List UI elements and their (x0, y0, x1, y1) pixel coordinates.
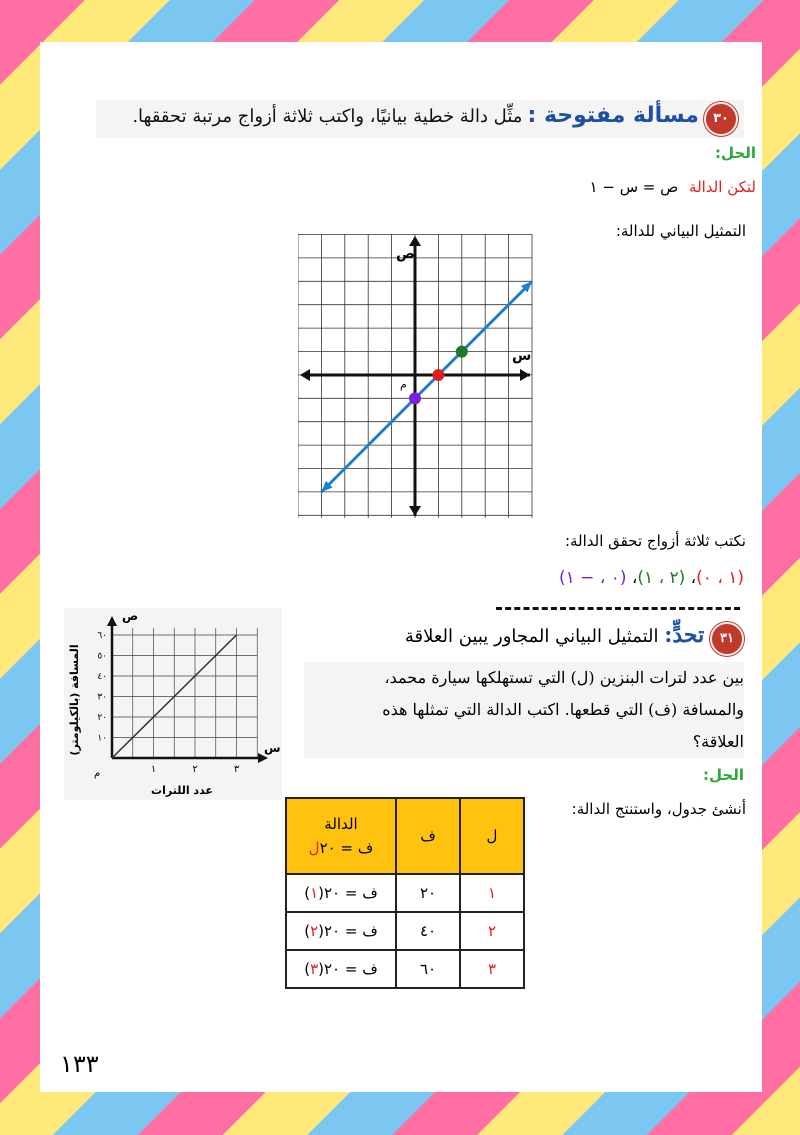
table-row (286, 912, 524, 950)
problem31-line4: العلاقة؟ (692, 732, 744, 751)
x-axis-arrow-left (300, 369, 310, 381)
graph-caption: التمثيل البياني للدالة: (615, 222, 746, 240)
graph-axes (300, 236, 530, 516)
problem30-solution-label: الحل: (715, 144, 756, 162)
problem30-number-badge: ٣٠ (704, 102, 738, 136)
row-func-prefix: ف = ٢٠( (318, 884, 378, 902)
row-func-suffix: ) (304, 922, 311, 940)
y-axis-arrow-down (409, 506, 421, 516)
row-func-suffix: ) (304, 884, 311, 902)
problem31-line1: التمثيل البياني المجاور يبين العلاقة (404, 626, 659, 647)
function-table (285, 797, 525, 989)
row-l: ١ (460, 874, 524, 912)
y-axis-arrow-up (409, 236, 421, 246)
problem31-solution-label: الحل: (703, 766, 744, 784)
problem31-line2: بين عدد لترات البنزين (ل) التي تستهلكها سيارة محمد، (384, 668, 744, 687)
let-label: لتكن الدالة (689, 178, 756, 196)
small-y-tick-label: ١٠ (97, 733, 107, 744)
header-f: ف (396, 798, 460, 874)
small-x-tick-label: ٣ (233, 764, 240, 775)
pair-separator-2: ، (626, 568, 638, 588)
small-chart-origin: م (94, 768, 101, 779)
origin-label: م (400, 378, 407, 391)
pair-2: (٢ ، ١) (637, 568, 686, 588)
y-axis-label: ص (396, 246, 415, 262)
problem31-header (405, 622, 744, 656)
header-function-title: الدالة (324, 815, 358, 833)
row-func-var: ٣ (310, 960, 319, 978)
row-func-var: ١ (310, 884, 319, 902)
problem31-line3: والمسافة (ف) التي قطعها. اكتب الدالة التي تمثلها هذه (382, 700, 744, 719)
table-row (286, 874, 524, 912)
row-f: ٦٠ (396, 950, 460, 988)
coordinate-graph (298, 234, 538, 518)
header-function-expr (288, 839, 394, 857)
row-l: ٢ (460, 912, 524, 950)
problem30-let-line (590, 178, 756, 196)
function-line (321, 281, 532, 492)
x-axis-arrow-right (520, 369, 530, 381)
problem31-number-badge: ٣١ (710, 622, 744, 656)
graph-point (456, 346, 468, 358)
table-header-row (286, 798, 524, 874)
pairs-line (559, 568, 744, 588)
page (40, 42, 762, 1092)
header-function (286, 798, 396, 874)
small-x-tick-label: ٢ (192, 764, 198, 775)
row-func-suffix: ) (304, 960, 311, 978)
row-func-var: ٢ (310, 922, 319, 940)
small-y-tick-label: ٣٠ (97, 692, 107, 703)
problem30-title: مسألة مفتوحة : (527, 103, 699, 128)
small-chart-xlabel: عدد اللترات (151, 784, 213, 797)
pairs-caption: نكتب ثلاثة أزواج تحقق الدالة: (564, 532, 746, 550)
header-function-var: ل (308, 839, 320, 857)
problem30-text: مثِّل دالة خطية بيانيًا، واكتب ثلاثة أزواج مرتبة تحققها. (132, 106, 523, 127)
graph-point (432, 369, 444, 381)
table-row (286, 950, 524, 988)
small-chart-x-symbol: س (264, 741, 281, 755)
small-y-tick-label: ٢٠ (97, 713, 107, 723)
row-func (286, 912, 396, 950)
row-l: ٣ (460, 950, 524, 988)
small-chart-y-symbol: ص (122, 609, 139, 623)
row-f: ٤٠ (396, 912, 460, 950)
header-function-prefix: ف = ٢٠ (319, 839, 374, 857)
row-func-prefix: ف = ٢٠( (318, 922, 378, 940)
header-l: ل (460, 798, 524, 874)
x-axis-label: س (512, 348, 532, 364)
small-chart-axes (107, 616, 268, 763)
problem30-header (96, 100, 744, 138)
row-func-prefix: ف = ٢٠( (318, 960, 378, 978)
small-y-arrow (107, 616, 117, 626)
problem31-body (304, 662, 744, 758)
graph-point (409, 392, 421, 404)
pair-3: (٠ ، − ١) (558, 568, 627, 588)
small-y-tick-label: ٤٠ (97, 672, 107, 682)
dashed-divider (496, 607, 740, 610)
small-chart-grid (112, 628, 257, 758)
graph-line (321, 281, 532, 492)
small-y-tick-label: ٦٠ (97, 631, 107, 641)
row-func (286, 874, 396, 912)
function-text: ص = س − ١ (589, 178, 679, 196)
page-number: ١٣٣ (60, 1050, 99, 1078)
distance-chart (64, 608, 282, 800)
table-caption: أنشئ جدول، واستنتج الدالة: (571, 800, 746, 818)
small-chart-ylabel: المسافة (بالكيلومتر) (68, 644, 81, 756)
problem31-title: تحدٍّ: (664, 622, 705, 648)
row-f: ٢٠ (396, 874, 460, 912)
small-x-tick-label: ١ (150, 764, 157, 775)
small-y-tick-label: ٥٠ (97, 651, 107, 662)
pair-1: (١ ، ٠) (696, 568, 744, 588)
pair-separator-1: ، (685, 568, 697, 588)
row-func (286, 950, 396, 988)
